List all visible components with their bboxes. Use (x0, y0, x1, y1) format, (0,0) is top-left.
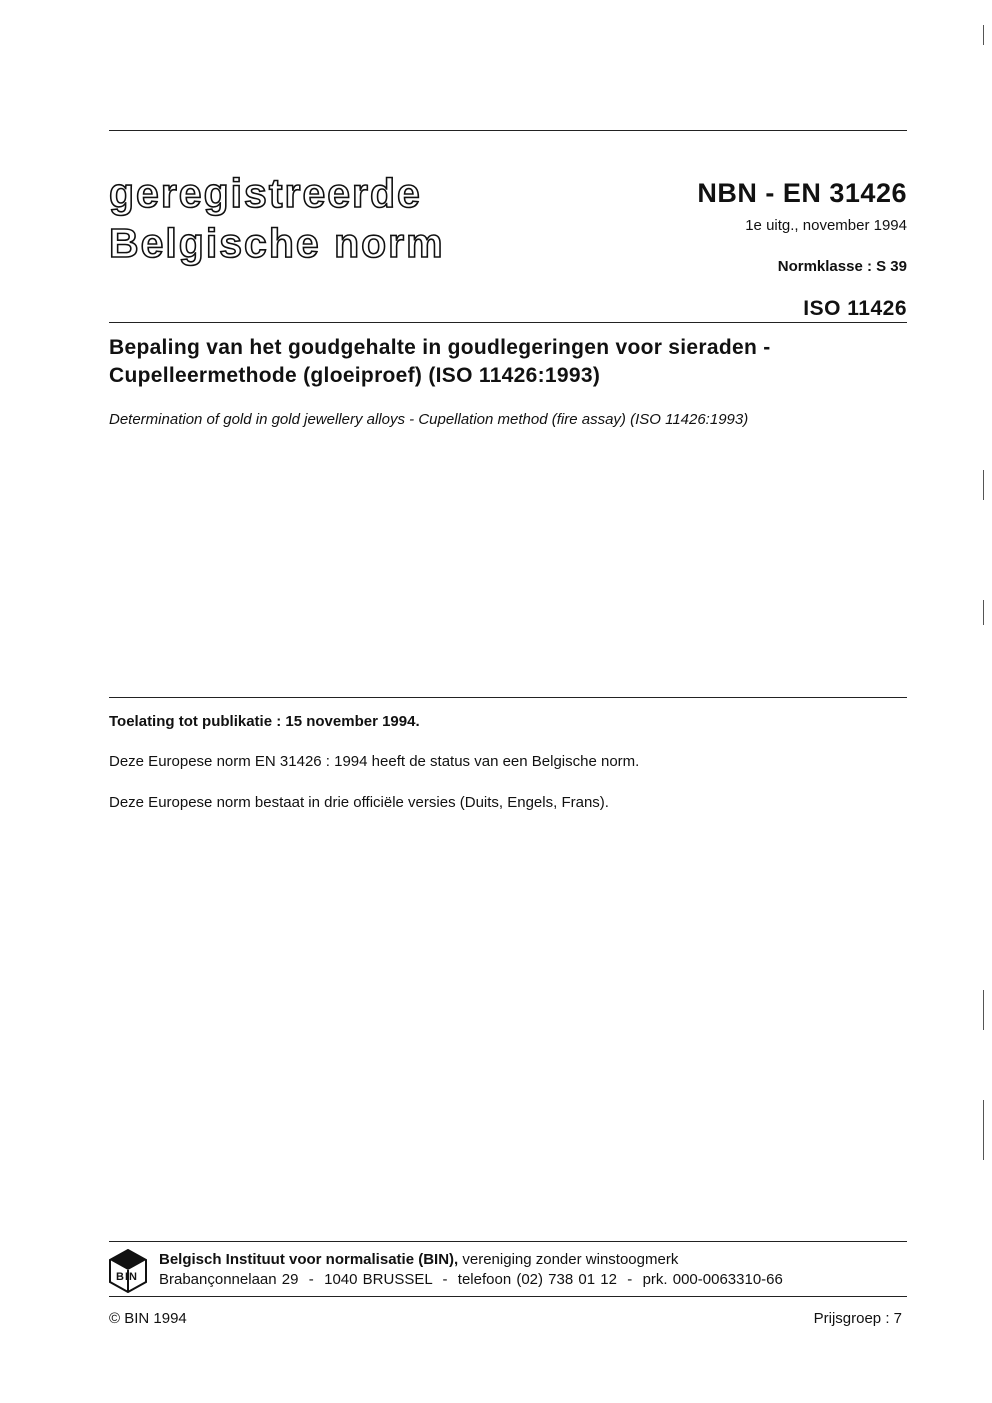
bottom-rule (109, 1296, 907, 1297)
english-title: Determination of gold in gold jewellery alloys - Cupellation method (fire assay) (ISO 11426:1993) (109, 411, 749, 428)
brand-line-2: Belgische norm (109, 220, 445, 266)
iso-number: ISO 11426 (803, 297, 907, 320)
footer-rule (109, 1241, 907, 1242)
bin-logo (108, 1249, 148, 1293)
standard-number: NBN - EN 31426 (697, 178, 907, 208)
institute-address: Brabançonnelaan 29 - 1040 BRUSSEL - telefoon (02) 738 01 12 - prk. 000-0063310-66 (159, 1271, 783, 1288)
scan-edge-mark (983, 600, 984, 625)
title-line-1: Bepaling van het goudgehalte in goudlegeringen voor sieraden - (109, 336, 771, 359)
bin-logo-text: BIN (116, 1271, 138, 1283)
scan-edge-mark (983, 990, 984, 1030)
top-rule (109, 130, 907, 131)
scan-edge-mark (983, 470, 984, 500)
institute-suffix: vereniging zonder winstoogmerk (458, 1251, 679, 1268)
price-group: Prijsgroep : 7 (813, 1310, 902, 1327)
institute-name: Belgisch Instituut voor normalisatie (BIN), (159, 1251, 459, 1268)
edition: 1e uitg., november 1994 (745, 217, 907, 234)
title-line-2: Cupelleermethode (gloeiproef) (ISO 11426:1993) (109, 364, 601, 387)
scan-edge-mark (983, 25, 984, 45)
versions-statement: Deze Europese norm bestaat in drie officiële versies (Duits, Engels, Frans). (109, 794, 609, 811)
status-statement: Deze Europese norm EN 31426 : 1994 heeft de status van een Belgische norm. (109, 753, 640, 770)
approval-date: Toelating tot publikatie : 15 november 1994. (109, 713, 420, 730)
copyright: © BIN 1994 (109, 1310, 187, 1327)
iso-rule (109, 322, 907, 323)
norm-class: Normklasse : S 39 (777, 258, 907, 275)
brand-line-1: geregistreerde (109, 170, 422, 216)
institute-line (159, 1251, 678, 1268)
middle-rule (109, 697, 907, 698)
scan-edge-mark (983, 1100, 984, 1160)
